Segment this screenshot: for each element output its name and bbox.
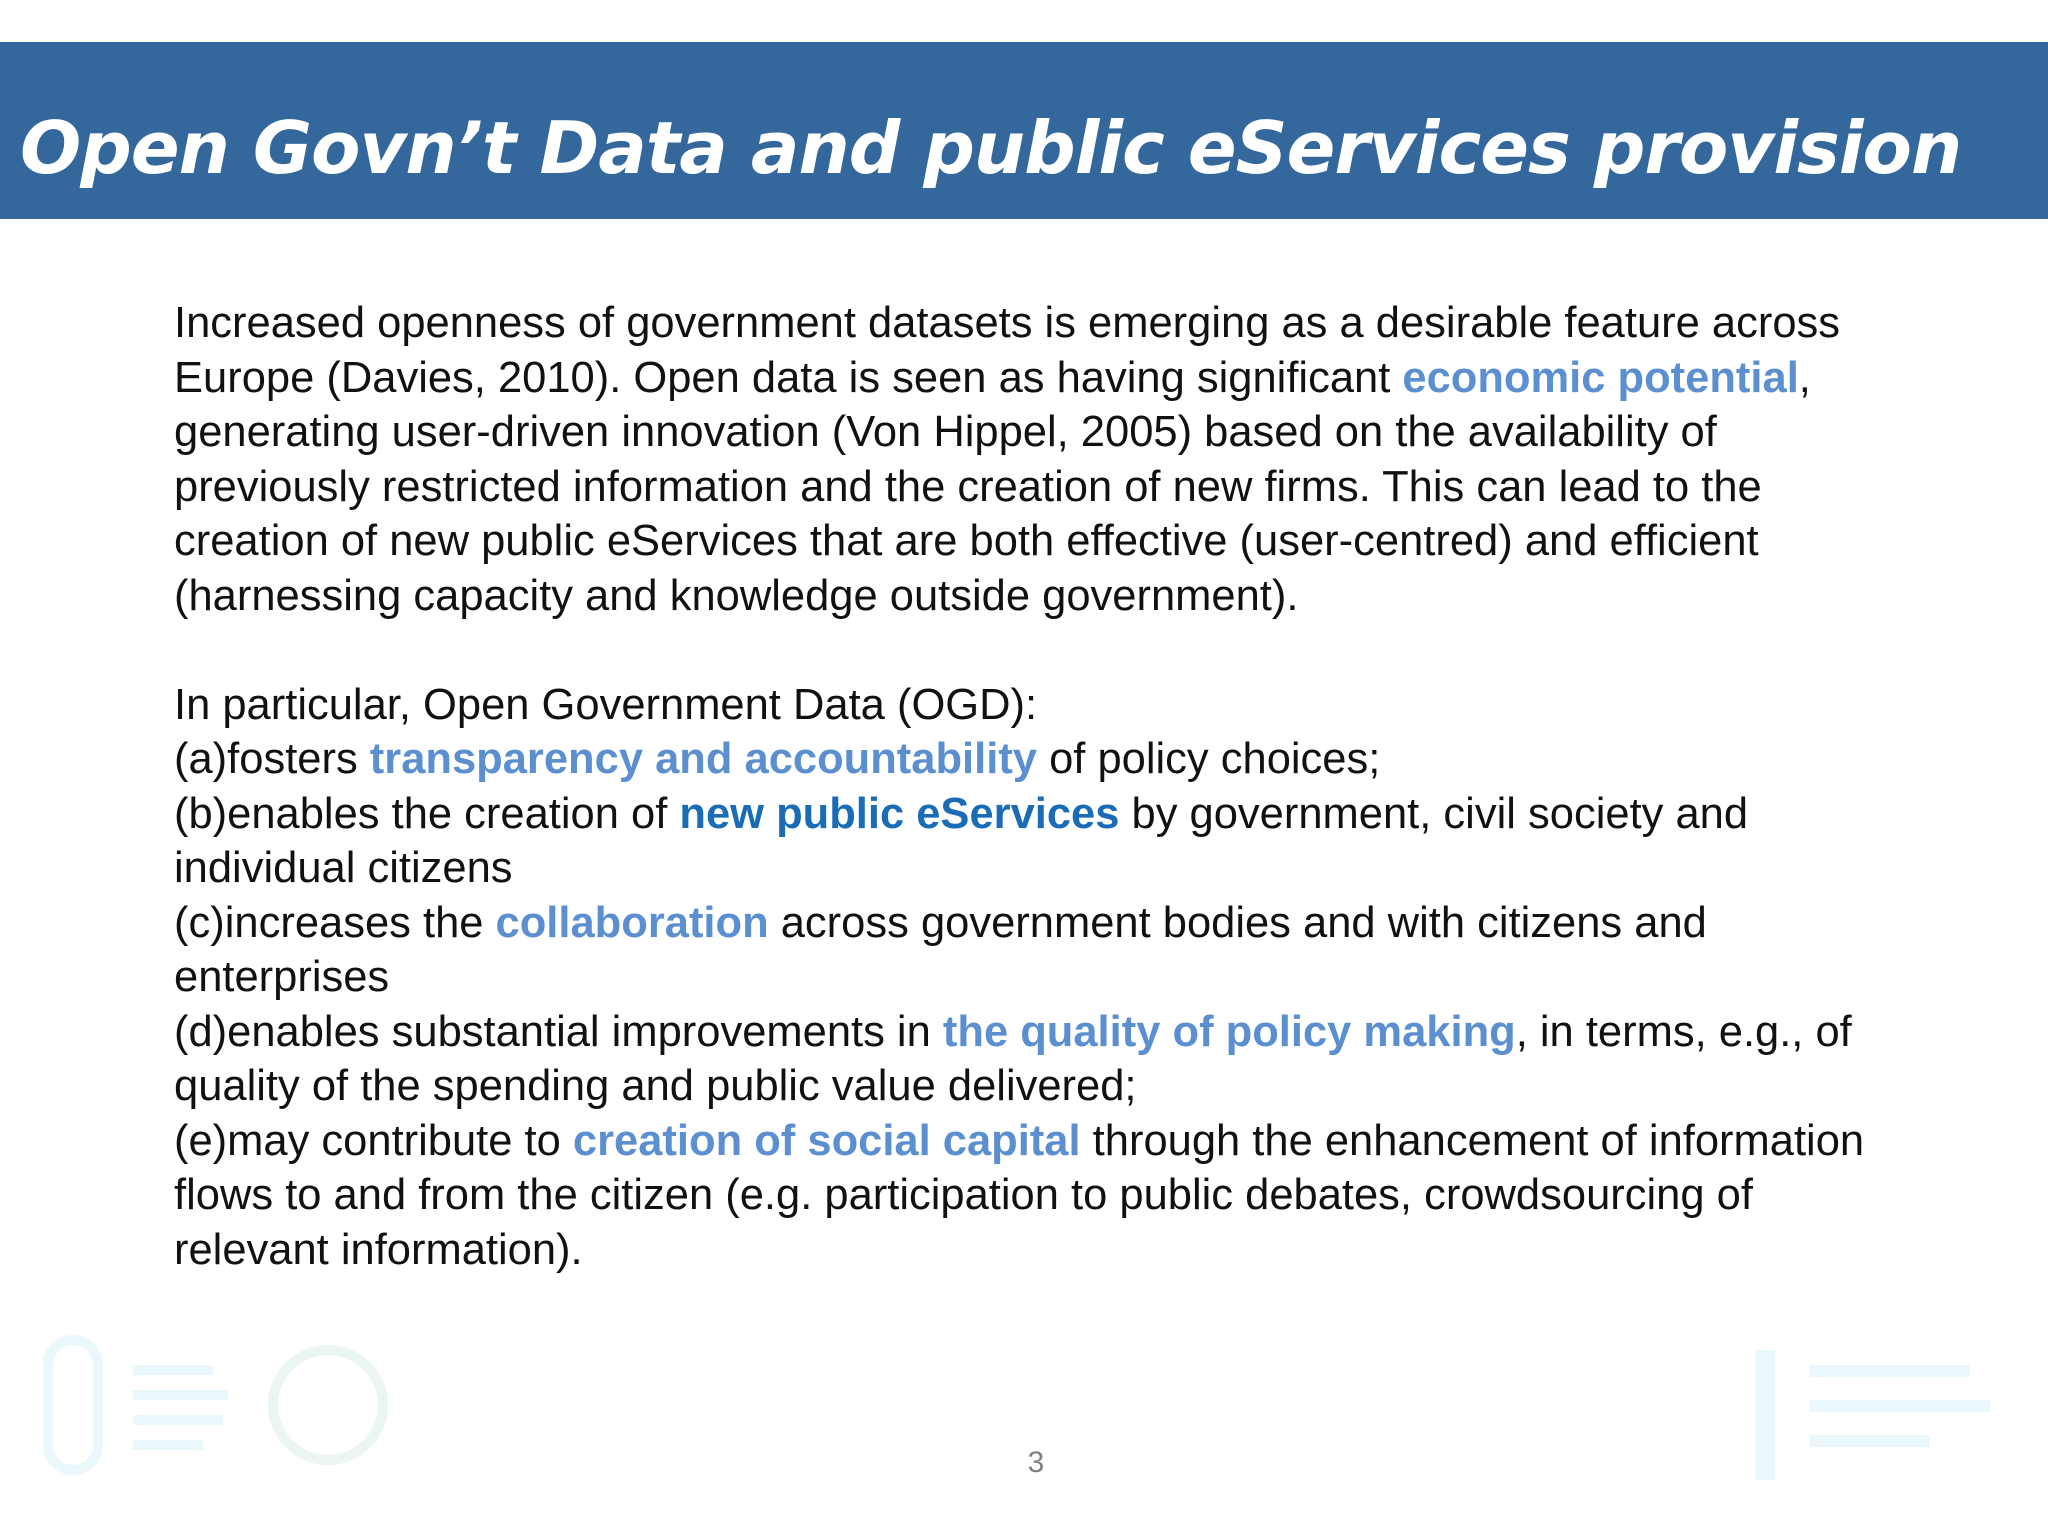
paragraph-line: generating user-driven innovation (Von Hippel, 2005) based on the availability of [174,408,1717,456]
text-span: across government bodies and with citizens and [768,898,1707,947]
list-item-d [174,1005,1994,1060]
highlight-economic-potential: economic potential [1402,353,1799,402]
text-span: by government, civil society and [1119,789,1749,838]
text-span: (d)enables substantial improvements in [174,1007,943,1056]
list-item-b [174,787,1994,842]
paragraph-line: creation of new public eServices that are both effective (user-centred) and efficient [174,517,1759,565]
page-number: 3 [1027,1446,1045,1479]
text-span: , in terms, e.g., of [1515,1007,1852,1056]
paragraph-line: (harnessing capacity and knowledge outside government). [174,571,1299,620]
list-item-e-continuation: flows to and from the citizen (e.g. participation to public debates, crowdsourcing of [174,1171,1753,1219]
text-span: (e)may contribute to [174,1116,573,1165]
list-item-d-continuation: quality of the spending and public value delivered; [174,1062,1137,1110]
paragraph-gap [174,623,1994,678]
text-span: of policy choices; [1037,735,1381,783]
highlight-quality-of-policy: the quality of policy making [942,1007,1516,1056]
paragraph-line: Increased openness of government datasets is emerging as a desirable feature across [174,299,1841,347]
text-span: through the enhancement of information [1080,1116,1865,1165]
paragraph-line: previously restricted information and the creation of new firms. This can lead to the [174,462,1762,511]
text-span: (c)increases the [174,898,496,947]
list-item-c [174,896,1994,951]
list-intro: In particular, Open Government Data (OGD): [174,680,1038,729]
highlight-transparency: transparency and accountability [369,735,1037,783]
slide-body [174,296,1994,1277]
faded-logo-left [38,1320,398,1490]
paragraph-line [174,351,1994,406]
text-span: (a)fosters [174,735,370,783]
list-item-b-continuation: individual citizens [174,844,513,892]
slide-title: Open Govn’t Data and public eServices provision [20,106,1962,190]
list-item-e-continuation: relevant information). [174,1225,583,1274]
highlight-new-public-eservices: new public eServices [679,789,1120,838]
highlight-collaboration: collaboration [495,898,769,947]
text-span: Europe (Davies, 2010). Open data is seen as having significant [174,353,1403,402]
list-item-a [174,732,1994,787]
list-item-c-continuation: enterprises [174,953,390,1001]
highlight-social-capital: creation of social capital [572,1116,1081,1165]
text-span: , [1798,353,1811,402]
text-span: (b)enables the creation of [174,789,680,838]
list-item-e [174,1114,1994,1169]
faded-logo-right [1750,1340,2010,1490]
